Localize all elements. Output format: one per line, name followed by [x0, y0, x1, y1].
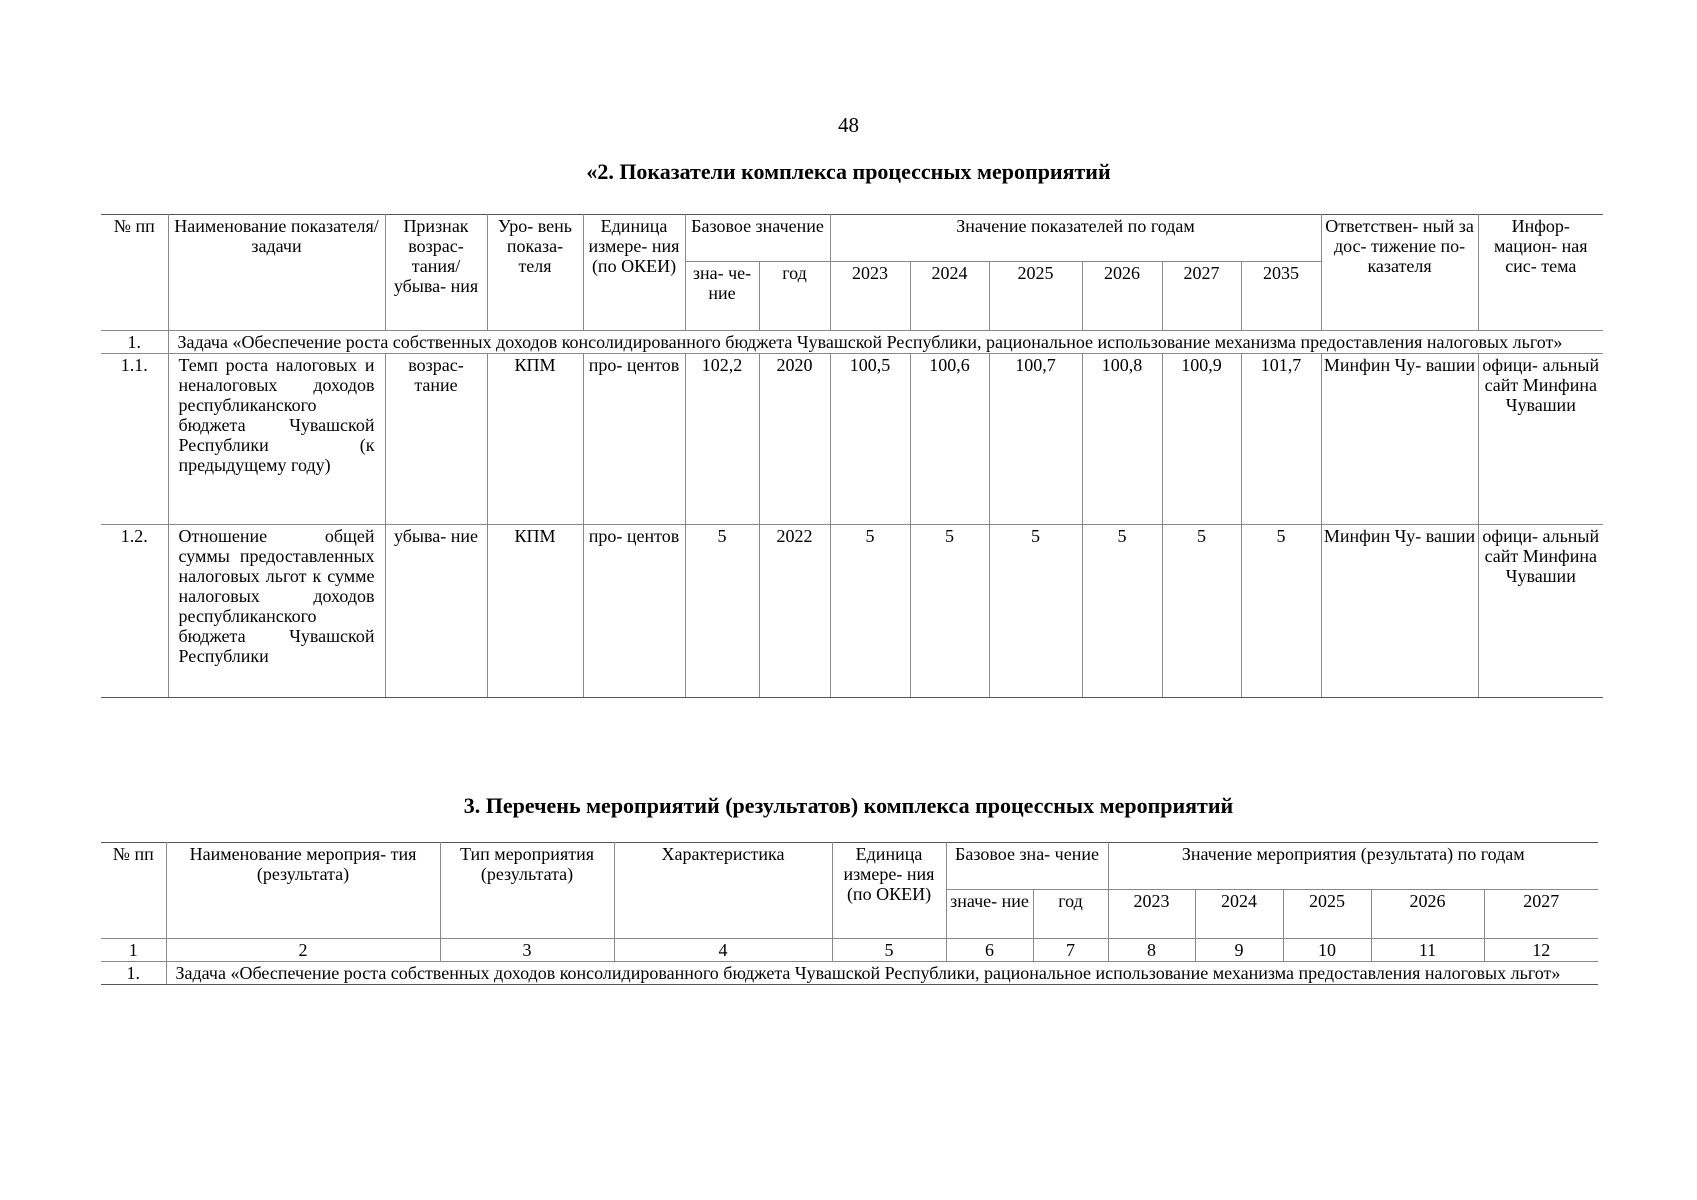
task-text: Задача «Обеспечение роста собственных доходов консолидированного бюджета Чувашской Республики, рациональное использование механизма предоставления налоговых льгот» — [166, 962, 1598, 985]
base-value-cell: 5 — [685, 525, 759, 698]
column-number: 12 — [1484, 939, 1598, 962]
column-number: 9 — [1195, 939, 1283, 962]
base-value-cell: 102,2 — [685, 354, 759, 525]
value-2024: 5 — [910, 525, 989, 698]
header-years-group: Значение показателей по годам — [830, 215, 1321, 262]
value-2024: 100,6 — [910, 354, 989, 525]
column-number: 8 — [1108, 939, 1195, 962]
header-unit: Единица измере- ния (по ОКЕИ) — [583, 215, 685, 331]
column-numbers-row — [101, 939, 1598, 962]
header-characteristic: Характеристика — [614, 843, 832, 939]
base-year-cell: 2020 — [759, 354, 830, 525]
column-number: 2 — [166, 939, 440, 962]
column-number: 5 — [832, 939, 946, 962]
header-trend: Признак возрас- тания/ убыва- ния — [385, 215, 487, 331]
header-year-2027: 2027 — [1484, 890, 1598, 939]
activities-table — [101, 842, 1598, 985]
header-base: Базовое зна- чение — [946, 843, 1108, 890]
header-year-2026: 2026 — [1371, 890, 1484, 939]
header-responsible: Ответствен- ный за дос- тижение по- казателя — [1321, 215, 1478, 331]
unit-cell: про- центов — [583, 354, 685, 525]
header-year-2026: 2026 — [1082, 262, 1162, 331]
column-number: 7 — [1033, 939, 1108, 962]
value-2023: 5 — [830, 525, 910, 698]
column-number: 3 — [440, 939, 614, 962]
level-cell: КПМ — [487, 354, 583, 525]
table-row — [101, 354, 1603, 525]
header-num: № пп — [101, 215, 168, 331]
header-level: Уро- вень показа- теля — [487, 215, 583, 331]
page-number: 48 — [838, 113, 859, 137]
task-text: Задача «Обеспечение роста собственных доходов консолидированного бюджета Чувашской Республики, рациональное использование механизма предоставления налоговых льгот» — [168, 331, 1603, 354]
header-type: Тип мероприятия (результата) — [440, 843, 614, 939]
header-year-2023: 2023 — [1108, 890, 1195, 939]
header-year-2024: 2024 — [1195, 890, 1283, 939]
header-years-group: Значение мероприятия (результата) по годам — [1108, 843, 1598, 890]
system-cell: офици- альный сайт Минфина Чувашии — [1478, 354, 1603, 525]
value-2027: 5 — [1162, 525, 1241, 698]
section-3-title: 3. Перечень мероприятий (результатов) комплекса процессных мероприятий — [463, 793, 1234, 818]
value-2023: 100,5 — [830, 354, 910, 525]
task-row — [101, 331, 1603, 354]
task-row — [101, 962, 1598, 985]
header-year-2023: 2023 — [830, 262, 910, 331]
system-cell: офици- альный сайт Минфина Чувашии — [1478, 525, 1603, 698]
header-name: Наименование мероприя- тия (результата) — [166, 843, 440, 939]
header-system: Инфор- мацион- ная сис- тема — [1478, 215, 1603, 331]
value-2035: 5 — [1241, 525, 1321, 698]
row-number: 1.1. — [101, 354, 168, 525]
value-2035: 101,7 — [1241, 354, 1321, 525]
table-row — [101, 525, 1603, 698]
indicator-name: Отношение общей суммы предоставленных налоговых льгот к сумме налоговых доходов республиканского бюджета Чувашской Республики — [168, 525, 385, 698]
indicator-name: Темп роста налоговых и неналоговых доходов республиканского бюджета Чувашской Республики (к предыдущему году) — [168, 354, 385, 525]
header-base-year: год — [759, 262, 830, 331]
header-base-year: год — [1033, 890, 1108, 939]
column-number: 11 — [1371, 939, 1484, 962]
trend-cell: убыва- ние — [385, 525, 487, 698]
value-2026: 100,8 — [1082, 354, 1162, 525]
value-2026: 5 — [1082, 525, 1162, 698]
row-number: 1.2. — [101, 525, 168, 698]
column-number: 4 — [614, 939, 832, 962]
level-cell: КПМ — [487, 525, 583, 698]
task-number: 1. — [101, 962, 166, 985]
base-year-cell: 2022 — [759, 525, 830, 698]
header-base: Базовое значение — [685, 215, 830, 262]
task-number: 1. — [101, 331, 168, 354]
header-base-value: зна- че- ние — [685, 262, 759, 331]
column-number: 10 — [1283, 939, 1371, 962]
value-2025: 100,7 — [989, 354, 1082, 525]
header-year-2024: 2024 — [910, 262, 989, 331]
header-name: Наименование показателя/задачи — [168, 215, 385, 331]
header-num: № пп — [101, 843, 166, 939]
column-number: 1 — [101, 939, 166, 962]
header-year-2025: 2025 — [1283, 890, 1371, 939]
trend-cell: возрас- тание — [385, 354, 487, 525]
unit-cell: про- центов — [583, 525, 685, 698]
column-number: 6 — [946, 939, 1033, 962]
header-year-2025: 2025 — [989, 262, 1082, 331]
header-unit: Единица измере- ния (по ОКЕИ) — [832, 843, 946, 939]
header-base-value: значе- ние — [946, 890, 1033, 939]
responsible-cell: Минфин Чу- вашии — [1321, 525, 1478, 698]
section-2-title: «2. Показатели комплекса процессных мероприятий — [586, 159, 1111, 184]
responsible-cell: Минфин Чу- вашии — [1321, 354, 1478, 525]
header-year-2027: 2027 — [1162, 262, 1241, 331]
header-year-2035: 2035 — [1241, 262, 1321, 331]
value-2027: 100,9 — [1162, 354, 1241, 525]
indicators-table — [101, 214, 1603, 698]
value-2025: 5 — [989, 525, 1082, 698]
